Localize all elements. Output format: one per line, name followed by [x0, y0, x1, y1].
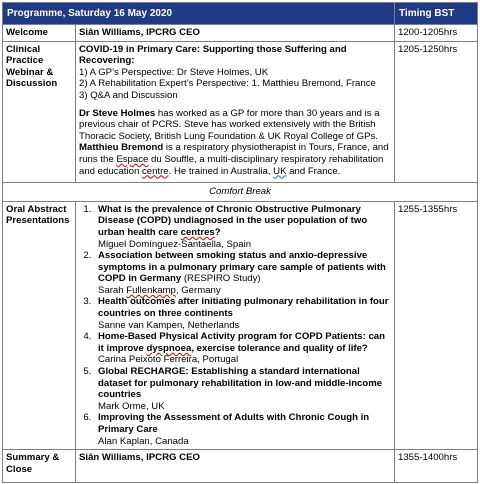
table-row-clinical — [3, 41, 478, 183]
abstract-speaker — [98, 285, 391, 297]
abstract-title: Improving the Assessment of Adults with Chronic Cough in Primary Care — [98, 412, 370, 435]
speaker-text: , Germany — [175, 284, 221, 296]
abstract-speaker: Sanne van Kampen, Netherlands — [98, 319, 240, 331]
spelling-flag: Fullenkamp — [126, 284, 176, 296]
bio-name: Matthieu Bremond — [79, 142, 164, 154]
programme-date-header: Programme, Saturday 16 May 2020 — [3, 3, 395, 25]
spelling-flag: centre — [141, 165, 169, 177]
clinical-time: 1205-1250hrs — [395, 41, 478, 183]
abstract-title: What is the prevalence of Chronic Obstructive Pulmonary Disease (COPD) undiagnosed in the user population of two urban health care — [98, 203, 368, 238]
welcome-label: Welcome — [3, 25, 76, 42]
programme-table — [2, 2, 478, 483]
table-row-comfort-break — [3, 183, 478, 202]
comfort-break-label: Comfort Break — [3, 183, 478, 202]
abstract-title: , exercise tolerance and quality of life? — [191, 342, 368, 354]
timing-header: Timing BST — [395, 3, 478, 25]
oral-content — [76, 201, 395, 449]
table-header-row — [3, 3, 478, 25]
bio-text: and France. — [286, 165, 341, 177]
welcome-time: 1200-1205hrs — [395, 25, 478, 42]
bio-name: Dr Steve Holmes — [79, 107, 156, 119]
table-row-welcome — [3, 25, 478, 42]
spelling-flag: UK — [273, 165, 287, 177]
abstract-title: Global RECHARGE: Establishing a standard international dataset for pulmonary rehabilitation in low-and middle-income countries — [98, 366, 383, 401]
list-item — [94, 412, 391, 447]
abstract-speaker: Alan Kaplan, Canada — [98, 435, 189, 447]
bio-steve-holmes — [79, 108, 391, 143]
abstract-list — [79, 204, 391, 447]
spelling-flag: Espace — [116, 153, 149, 165]
list-item — [94, 250, 391, 296]
abstract-note: (RESPIRO Study) — [181, 273, 261, 285]
clinical-item-3: 3) Q&A and Discussion — [79, 89, 178, 101]
abstract-title: ? — [214, 226, 221, 238]
abstract-title: Home-Based Physical Activity program for COPD Patients: can it improve — [98, 331, 386, 354]
programme-document — [2, 2, 477, 481]
abstract-title: Association between smoking status and anxio-depressive symptoms in a pulmonary primary care sample of patients with COPD in Germany — [98, 250, 386, 285]
summary-label: Summary & Close — [3, 450, 76, 483]
oral-time: 1255-1355hrs — [395, 201, 478, 449]
abstract-speaker: Mark Orme, UK — [98, 400, 165, 412]
clinical-label: Clinical Practice Webinar & Discussion — [3, 41, 76, 183]
oral-label: Oral Abstract Presentations — [3, 201, 76, 449]
clinical-title-line-1: COVID-19 in Primary Care: Supporting those Suffering and — [79, 43, 347, 55]
bio-text: is a respiratory physiotherapist in Tours, France, and runs the — [79, 142, 389, 165]
abstract-title: Health outcomes after initiating pulmonary rehabilitation in four countries on three continents — [98, 296, 389, 320]
list-item — [94, 331, 391, 366]
abstract-speaker: Carina Peixoto Ferreira, Portugal — [98, 354, 239, 366]
clinical-content — [76, 41, 395, 183]
welcome-speaker: Siân Williams, IPCRG CEO — [76, 25, 395, 42]
clinical-item-1: 1) A GP’s Perspective: Dr Steve Holmes, UK — [79, 66, 269, 78]
bio-text: has worked as a GP for more than 30 years and is a previous chair of PCRS. Steve has worked extensively with the British Thoracic Society, British Lung Foundation & UK Royal College of GPs. — [79, 107, 380, 142]
bio-text: du Souffle, a multi-disciplinary respiratory rehabilitation and education — [79, 153, 384, 177]
list-item — [94, 204, 391, 250]
bio-text: . He trained in Australia, — [168, 165, 274, 177]
clinical-title-line-2: Recovering: — [79, 55, 135, 67]
table-row-oral-abstracts — [3, 201, 478, 449]
speaker-text: Sarah — [98, 284, 127, 296]
clinical-item-2: 2) A Rehabilitation Expert’s Perspective: 1. Matthieu Bremond, France — [79, 78, 376, 90]
bio-matthieu-bremond — [79, 142, 391, 177]
list-item — [94, 366, 391, 412]
abstract-speaker: Miguel Domínguez-Santaella, Spain — [98, 238, 252, 250]
spelling-flag: centres — [180, 226, 215, 238]
list-item — [94, 296, 391, 331]
summary-time: 1355-1400hrs — [395, 450, 478, 483]
table-row-summary — [3, 450, 478, 483]
spelling-flag: dyspnoea — [146, 342, 192, 354]
summary-speaker: Siân Williams, IPCRG CEO — [76, 450, 395, 483]
